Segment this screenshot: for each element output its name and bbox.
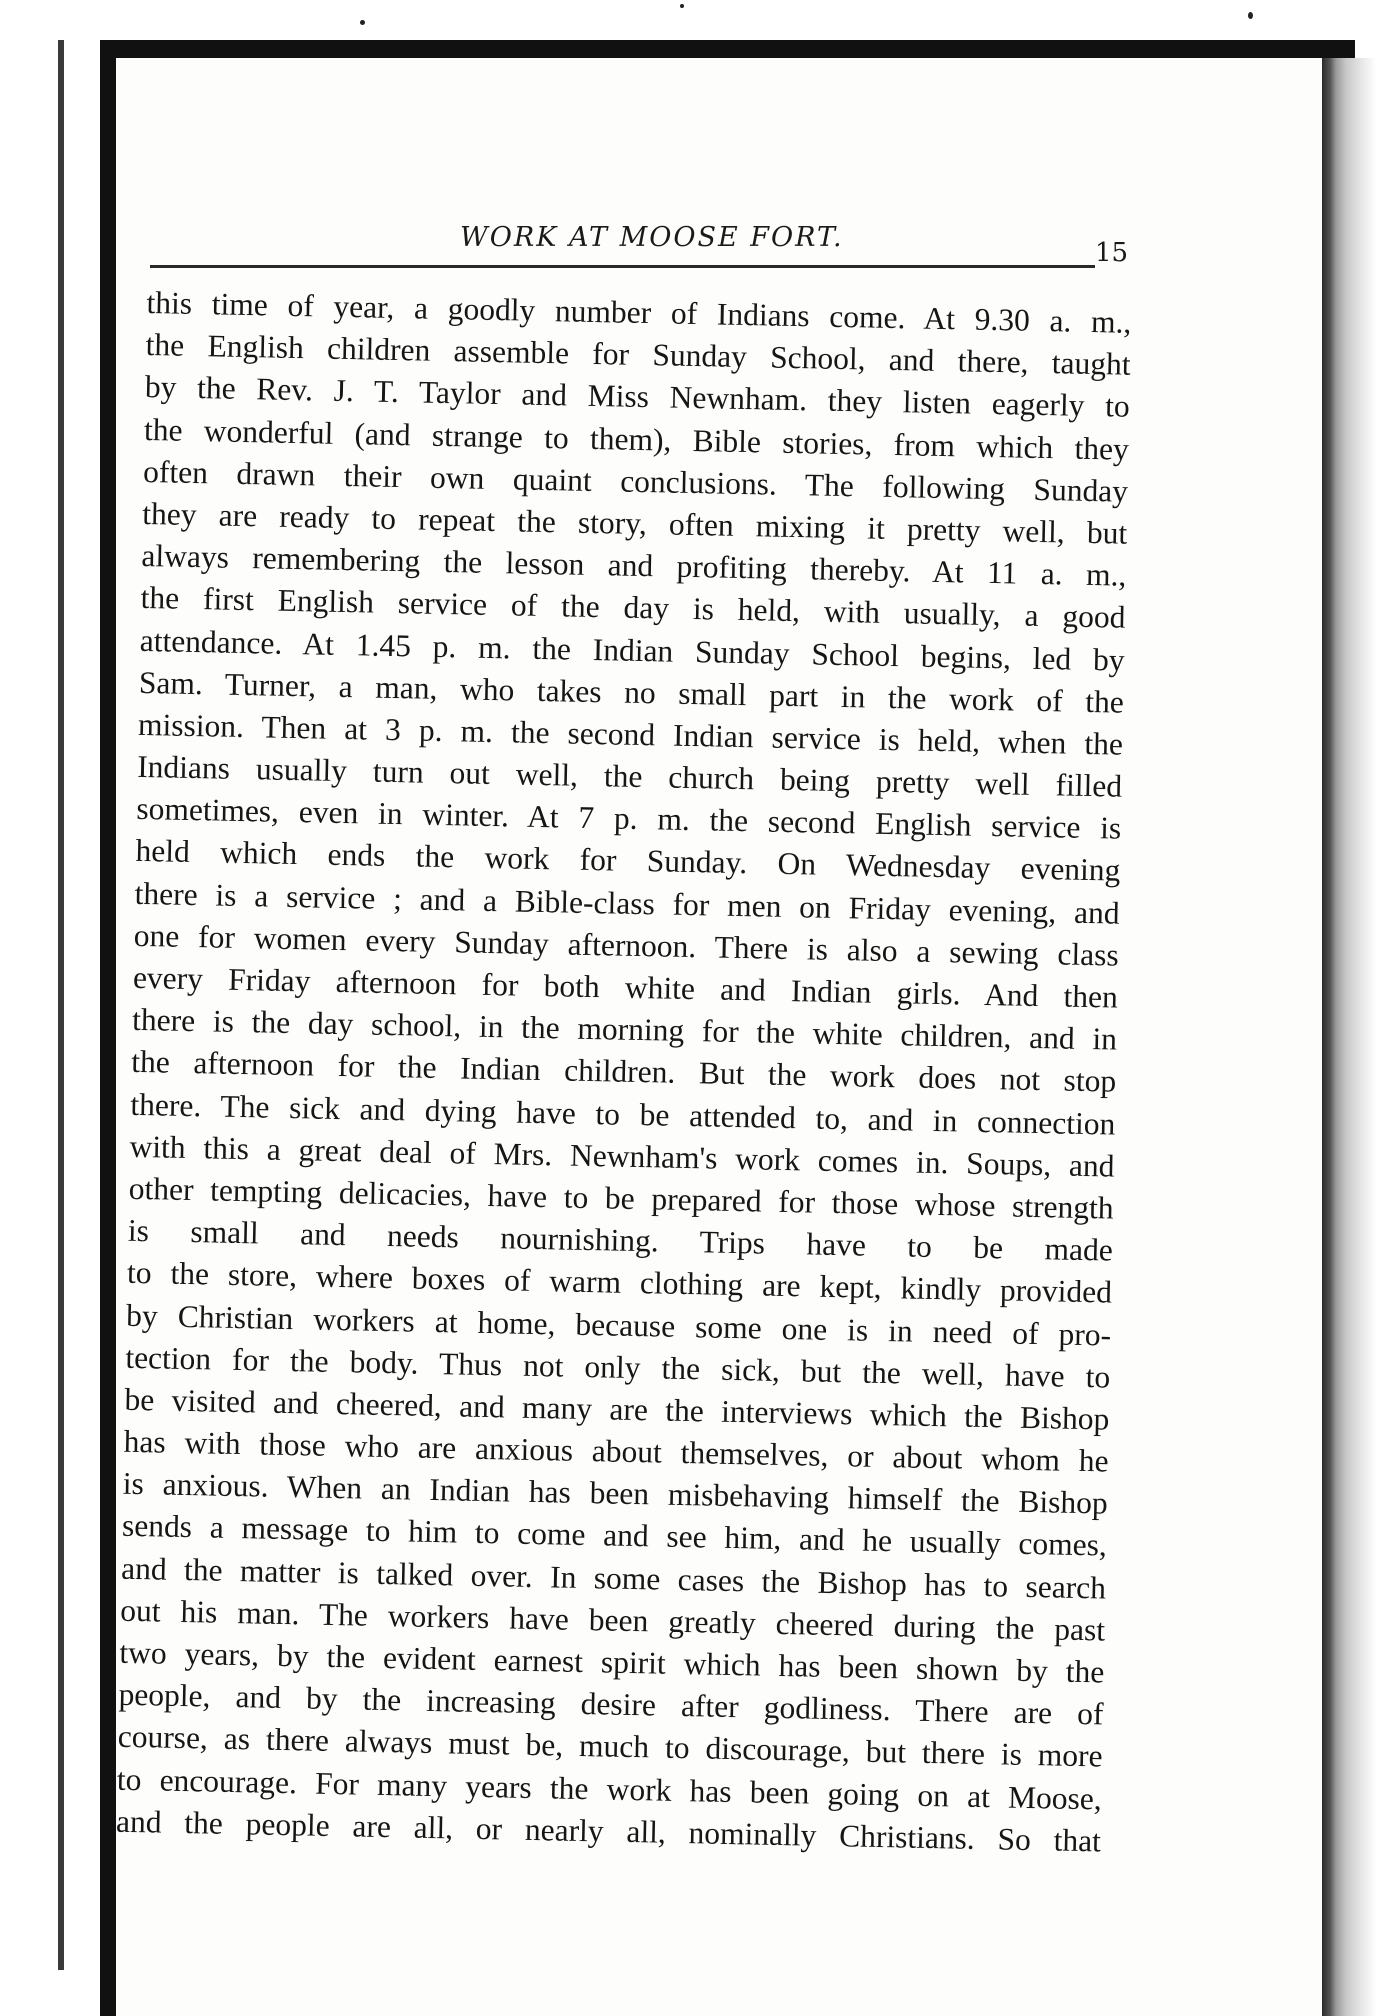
text-line: the English children assemble for Sunday School, and there, taught	[145, 327, 1131, 382]
text-line: always remembering the lesson and profiting thereby. At 11 a. m.,	[141, 538, 1127, 593]
text-line: other tempting delicacies, have to be prepared for those whose strength	[128, 1170, 1114, 1226]
text-line: mission. Then at 3 p. m. the second Indian service is held, when the	[137, 706, 1124, 762]
book-spine	[100, 40, 116, 2016]
text-line: to encourage. For many years the work has been going on at Moose,	[116, 1761, 1103, 1817]
running-head: WORK AT MOOSE FORT.	[460, 222, 844, 253]
text-line: and the people are all, or nearly all, nominally Christians. So that	[115, 1803, 1102, 1859]
text-line: is anxious. When an Indian has been misbehaving himself the Bishop	[122, 1466, 1109, 1521]
text-line: to the store, where boxes of warm clothing are kept, kindly provided	[126, 1255, 1113, 1310]
text-line: course, as there always must be, much to discourage, but there is more	[117, 1719, 1103, 1774]
dust-speck	[360, 20, 365, 25]
page-edges-right	[1322, 58, 1376, 2016]
top-binding	[100, 0, 1376, 58]
text-line: held which ends the work for Sunday. On Wednesday evening	[135, 833, 1121, 889]
text-line: there is the day school, in the morning for the white children, and in	[131, 1002, 1118, 1057]
text-line: be visited and cheered, and many are the interviews which the Bishop	[124, 1381, 1110, 1437]
text-line: Sam. Turner, a man, who takes no small part in the work of the	[138, 664, 1125, 720]
text-line: they are ready to repeat the story, often mixing it pretty well, but	[142, 495, 1128, 551]
text-line: with this a great deal of Mrs. Newnham's work comes in. Soups, and	[129, 1128, 1115, 1184]
text-line: attendance. At 1.45 p. m. the Indian Sunday School begins, led by	[139, 622, 1125, 678]
dust-speck	[680, 4, 684, 8]
text-line: two years, by the evident earnest spirit which has been shown by the	[119, 1634, 1105, 1690]
text-line: there. The sick and dying have to be attended to, and in connection	[130, 1086, 1116, 1142]
text-line: one for women every Sunday afternoon. There is also a sewing class	[133, 917, 1120, 973]
text-line: the afternoon for the Indian children. But the work does not stop	[130, 1044, 1117, 1099]
text-line: has with those who are anxious about themselves, or about whom he	[123, 1423, 1109, 1479]
left-page-border	[58, 40, 64, 1970]
dust-speck	[1248, 12, 1253, 19]
text-line: every Friday afternoon for both white and Indian girls. And then	[132, 959, 1119, 1015]
text-line: out his man. The workers have been greatly cheered during the past	[119, 1592, 1106, 1648]
header-rule	[150, 265, 1095, 268]
text-line: sometimes, even in winter. At 7 p. m. the second English service is	[136, 791, 1122, 846]
left-page-edge	[0, 0, 70, 2016]
text-line: there is a service ; and a Bible-class for men on Friday evening, and	[134, 875, 1120, 931]
text-line: the first English service of the day is held, with usually, a good	[140, 580, 1126, 636]
text-line: by the Rev. J. T. Taylor and Miss Newnham. they listen eagerly to	[144, 369, 1131, 425]
text-line: is small and needs nournishing. Trips have to be made	[127, 1212, 1114, 1268]
text-line: sends a message to him to come and see him, and he usually comes,	[121, 1508, 1108, 1563]
text-line: people, and by the increasing desire after godliness. There are of	[118, 1676, 1104, 1732]
text-line: tection for the body. Thus not only the sick, but the well, have to	[125, 1339, 1111, 1395]
text-line: Indians usually turn out well, the church being pretty well filled	[136, 748, 1123, 804]
body-text	[116, 282, 1132, 1862]
text-line: often drawn their own quaint conclusions. The following Sunday	[142, 453, 1129, 509]
text-line: this time of year, a goodly number of Indians come. At 9.30 a. m.,	[146, 284, 1132, 340]
top-binding-shadow	[100, 40, 1355, 58]
text-line: and the matter is talked over. In some cases the Bishop has to search	[120, 1550, 1107, 1606]
text-line: by Christian workers at home, because some one is in need of pro-	[125, 1297, 1112, 1353]
page-number: 15	[1095, 238, 1129, 268]
text-line: the wonderful (and strange to them), Bible stories, from which they	[143, 411, 1130, 467]
